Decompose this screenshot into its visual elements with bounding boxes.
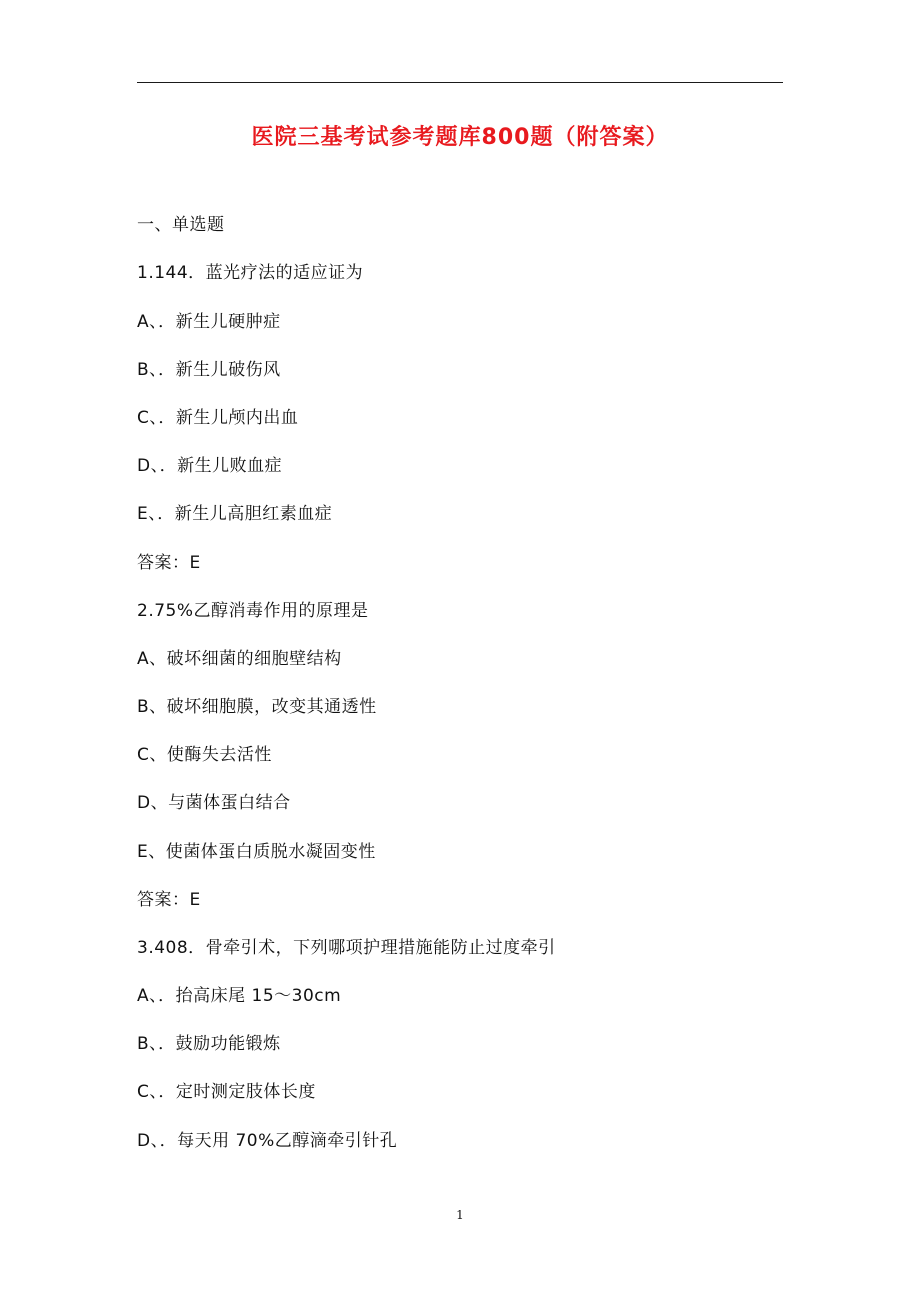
question-2-option-c: C、使酶失去活性 (137, 745, 272, 765)
question-2-option-d: D、与菌体蛋白结合 (137, 793, 291, 813)
page-number: 1 (456, 1208, 464, 1222)
question-2-option-a: A、破坏细菌的细胞壁结构 (137, 649, 342, 669)
question-1-stem: 1.144．蓝光疗法的适应证为 (137, 263, 364, 283)
question-2-option-e: E、使菌体蛋白质脱水凝固变性 (137, 842, 376, 862)
question-3-option-d: D、．每天用 70%乙醇滴牵引针孔 (137, 1131, 398, 1151)
question-1-option-d: D、．新生儿败血症 (137, 456, 283, 476)
question-3-stem: 3.408．骨牵引术，下列哪项护理措施能防止过度牵引 (137, 938, 556, 958)
question-2-option-b: B、破坏细胞膜，改变其通透性 (137, 697, 377, 717)
question-2-stem: 2.75%乙醇消毒作用的原理是 (137, 601, 369, 621)
question-1-answer: 答案：E (137, 553, 201, 573)
question-1-option-c: C、．新生儿颅内出血 (137, 408, 299, 428)
document-title: 医院三基考试参考题库800题（附答案） (251, 125, 669, 150)
question-1-option-b: B、．新生儿破伤风 (137, 360, 281, 380)
question-3-option-b: B、．鼓励功能锻炼 (137, 1034, 281, 1054)
question-1-option-e: E、．新生儿高胆红素血症 (137, 504, 333, 524)
question-2-answer: 答案：E (137, 890, 201, 910)
section-heading: 一、单选题 (137, 215, 225, 235)
header-rule (137, 82, 783, 83)
question-1-option-a: A、．新生儿硬肿症 (137, 312, 281, 332)
question-3-option-c: C、．定时测定肢体长度 (137, 1082, 316, 1102)
question-3-option-a: A、．抬高床尾 15～30cm (137, 986, 342, 1006)
